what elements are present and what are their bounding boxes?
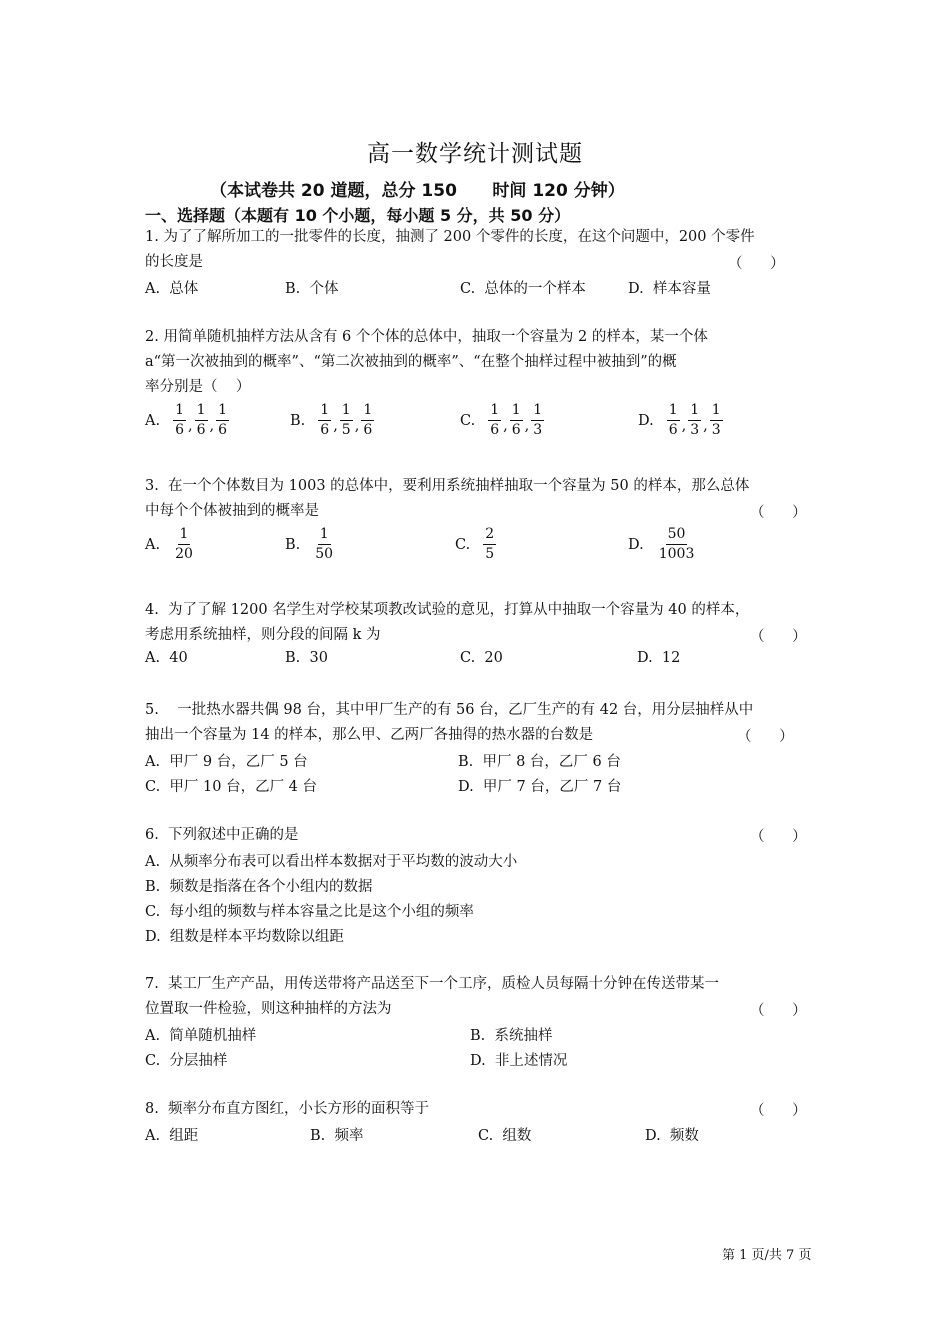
denominator: 1003 xyxy=(658,546,695,562)
option-label: C. xyxy=(455,536,471,553)
question-7-line-1: 7. 某工厂生产产品，用传送带将产品送至下一个工序，质检人员每隔十分钟在传送带某一 xyxy=(145,976,720,992)
question-3-option-b xyxy=(285,526,336,563)
fraction xyxy=(710,402,723,439)
numerator: 1 xyxy=(340,402,353,421)
question-3-option-a xyxy=(145,526,196,563)
option-label: C. xyxy=(460,412,476,429)
question-2-option-c xyxy=(460,402,545,439)
numerator: 1 xyxy=(710,402,723,421)
numerator: 1 xyxy=(488,402,501,421)
question-1-option-d: D. 样本容量 xyxy=(628,281,711,297)
question-4-option-a: A. 40 xyxy=(145,650,188,666)
comma-separator: , xyxy=(681,417,687,434)
denominator: 50 xyxy=(315,546,334,562)
question-8-option-a: A. 组距 xyxy=(145,1128,199,1144)
question-1-option-b: B. 个体 xyxy=(285,281,339,297)
question-5-option-b: B. 甲厂 8 台，乙厂 6 台 xyxy=(458,754,621,770)
fraction xyxy=(657,526,697,563)
question-2-line-3: 率分别是（ ） xyxy=(145,379,251,395)
fraction xyxy=(483,526,496,563)
answer-blank: （ ） xyxy=(750,1103,807,1119)
question-6-option-d: D. 组数是样本平均数除以组距 xyxy=(145,929,344,945)
question-8-option-d: D. 频数 xyxy=(645,1128,699,1144)
question-2-line-2: a“第一次被抽到的概率”、“第二次被抽到的概率”、“在整个抽样过程中被抽到”的概 xyxy=(145,354,677,370)
question-8-option-b: B. 频率 xyxy=(310,1128,364,1144)
option-label: A. xyxy=(145,412,161,429)
denominator: 3 xyxy=(533,422,543,438)
question-7-line-2: 位置取一件检验，则这种抽样的方法为 xyxy=(145,1001,392,1017)
denominator: 6 xyxy=(511,422,521,438)
question-6-option-a: A. 从频率分布表可以看出样本数据对于平均数的波动大小 xyxy=(145,854,518,870)
numerator: 1 xyxy=(318,402,331,421)
question-5-option-d: D. 甲厂 7 台，乙厂 7 台 xyxy=(458,779,622,795)
question-4-option-b: B. 30 xyxy=(285,650,328,666)
option-label: B. xyxy=(290,412,306,429)
denominator: 3 xyxy=(690,422,700,438)
fraction xyxy=(195,402,208,439)
denominator: 6 xyxy=(218,422,228,438)
denominator: 6 xyxy=(320,422,330,438)
numerator: 1 xyxy=(195,402,208,421)
numerator: 1 xyxy=(510,402,523,421)
answer-blank: （ ） xyxy=(750,505,807,521)
question-7-option-d: D. 非上述情况 xyxy=(470,1053,568,1069)
denominator: 5 xyxy=(341,422,351,438)
section-heading: 一、选择题（本题有 10 个小题，每小题 5 分，共 50 分） xyxy=(145,206,571,225)
fraction xyxy=(340,402,353,439)
comma-separator: , xyxy=(188,417,193,434)
fraction xyxy=(688,402,701,439)
comma-separator: , xyxy=(503,417,508,434)
comma-separator: , xyxy=(703,417,708,434)
comma-separator: , xyxy=(354,417,360,434)
numerator: 1 xyxy=(178,526,191,545)
question-7-option-a: A. 简单随机抽样 xyxy=(145,1028,257,1044)
numerator: 2 xyxy=(483,526,496,545)
denominator: 6 xyxy=(196,422,206,438)
question-4-line-1: 4. 为了了解 1200 名学生对学校某项教改试验的意见，打算从中抽取一个容量为 40 的样本， xyxy=(145,602,750,618)
question-3-option-c xyxy=(455,526,497,563)
numerator: 1 xyxy=(688,402,701,421)
answer-blank: （ ） xyxy=(750,1003,807,1019)
answer-blank: （ ） xyxy=(728,256,785,272)
question-5-line-2: 抽出一个容量为 14 的样本，那么甲、乙两厂各抽得的热水器的台数是 xyxy=(145,727,594,743)
fraction xyxy=(216,402,229,439)
option-label: A. xyxy=(145,536,161,553)
question-1-line-2: 的长度是 xyxy=(145,254,203,270)
question-8-option-c: C. 组数 xyxy=(478,1128,532,1144)
question-3-line-1: 3. 在一个个体数目为 1003 的总体中，要利用系统抽样抽取一个容量为 50 的样本，那么总体 xyxy=(145,478,750,494)
question-1-line-1: 1. 为了了解所加工的一批零件的长度，抽测了 200 个零件的长度，在这个问题中，200 个零件 xyxy=(145,229,755,245)
answer-blank: （ ） xyxy=(737,729,794,745)
comma-separator: , xyxy=(524,417,530,434)
fraction xyxy=(318,402,331,439)
question-2-line-1: 2. 用简单随机抽样方法从含有 6 个个体的总体中，抽取一个容量为 2 的样本，某一个体 xyxy=(145,329,708,345)
question-4-option-d: D. 12 xyxy=(637,650,681,666)
question-6-option-b: B. 频数是指落在各个小组内的数据 xyxy=(145,879,373,895)
page-footer: 第 1 页/共 7 页 xyxy=(722,1248,812,1263)
question-7-option-b: B. 系统抽样 xyxy=(470,1028,553,1044)
numerator: 1 xyxy=(667,402,680,421)
comma-separator: , xyxy=(209,417,215,434)
page-title: 高一数学统计测试题 xyxy=(367,141,583,167)
question-8-line-1: 8. 频率分布直方图红，小长方形的面积等于 xyxy=(145,1101,430,1117)
fraction xyxy=(173,402,186,439)
numerator: 1 xyxy=(531,402,544,421)
denominator: 6 xyxy=(175,422,185,438)
numerator: 1 xyxy=(216,402,229,421)
question-6-option-c: C. 每小组的频数与样本容量之比是这个小组的频率 xyxy=(145,904,474,920)
question-2-option-b xyxy=(290,402,375,439)
numerator: 1 xyxy=(318,526,331,545)
denominator: 20 xyxy=(175,546,193,562)
question-5-line-1: 5. 一批热水器共偶 98 台，其中甲厂生产的有 56 台，乙厂生产的有 42 台，用分层抽样从中 xyxy=(145,702,754,718)
question-4-option-c: C. 20 xyxy=(460,650,503,666)
option-label: D. xyxy=(638,412,654,429)
question-6-line-1: 6. 下列叙述中正确的是 xyxy=(145,827,299,843)
fraction xyxy=(173,526,195,563)
comma-separator: , xyxy=(333,417,338,434)
question-7-option-c: C. 分层抽样 xyxy=(145,1053,228,1069)
fraction xyxy=(531,402,544,439)
answer-blank: （ ） xyxy=(750,829,807,845)
numerator: 1 xyxy=(173,402,186,421)
denominator: 6 xyxy=(668,422,678,438)
question-5-option-a: A. 甲厂 9 台，乙厂 5 台 xyxy=(145,754,308,770)
numerator: 50 xyxy=(666,526,688,545)
answer-blank: （ ） xyxy=(750,629,807,645)
fraction xyxy=(488,402,501,439)
numerator: 1 xyxy=(361,402,374,421)
option-label: B. xyxy=(285,536,301,553)
fraction xyxy=(313,526,335,563)
question-1-option-c: C. 总体的一个样本 xyxy=(460,281,586,297)
exam-info: （本试卷共 20 道题，总分 150 时间 120 分钟） xyxy=(210,181,625,201)
question-3-line-2: 中每个个体被抽到的概率是 xyxy=(145,503,319,519)
question-2-option-a xyxy=(145,402,230,439)
fraction xyxy=(361,402,374,439)
denominator: 6 xyxy=(490,422,500,438)
denominator: 3 xyxy=(711,422,721,438)
question-4-line-2: 考虑用系统抽样，则分段的间隔 k 为 xyxy=(145,627,381,643)
question-1-option-a: A. 总体 xyxy=(145,281,199,297)
question-3-option-d xyxy=(628,526,697,563)
denominator: 6 xyxy=(363,422,373,438)
question-2-option-d xyxy=(638,402,724,439)
fraction xyxy=(667,402,680,439)
question-5-option-c: C. 甲厂 10 台，乙厂 4 台 xyxy=(145,779,318,795)
denominator: 5 xyxy=(485,546,495,562)
fraction xyxy=(510,402,523,439)
option-label: D. xyxy=(628,536,644,553)
